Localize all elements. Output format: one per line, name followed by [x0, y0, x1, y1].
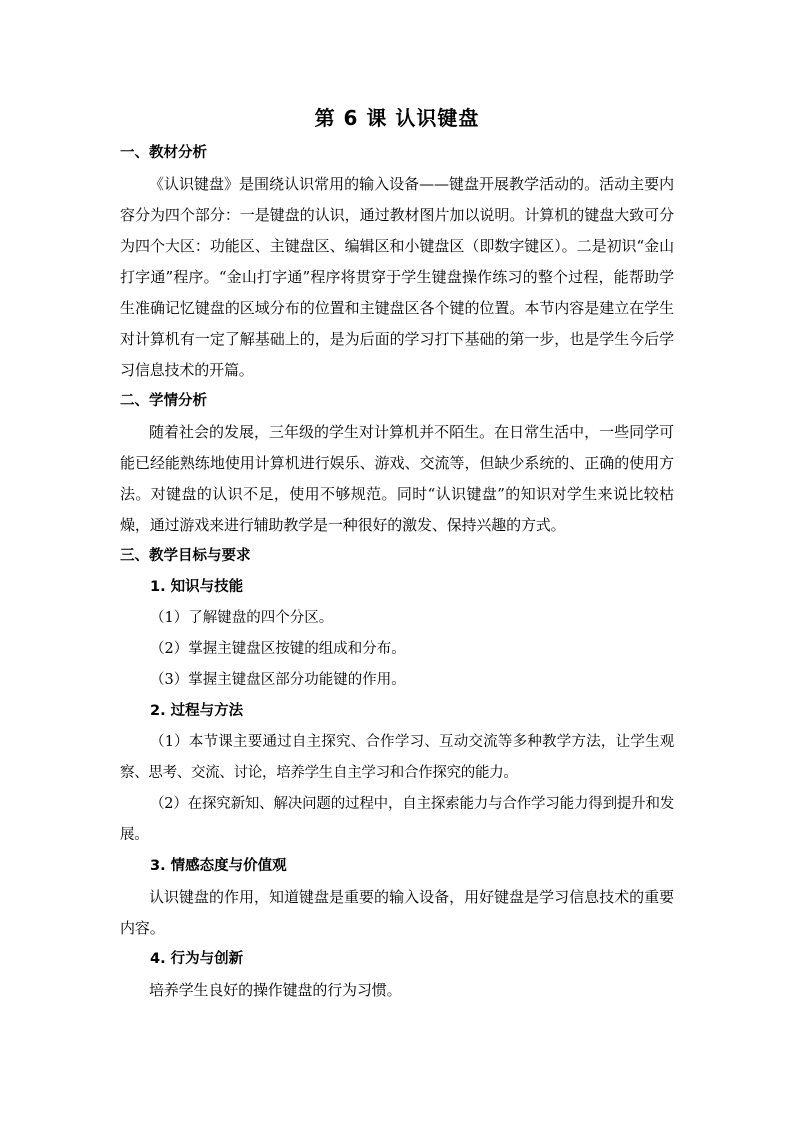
subsection-heading-process-methods: 2. 过程与方法: [150, 703, 244, 719]
page-title: 第 6 课 认识键盘: [314, 106, 480, 130]
subsection-heading-knowledge-skills: 1. 知识与技能: [150, 579, 244, 595]
section-paragraph-student-analysis: 随着社会的发展，三年级的学生对计算机并不陌生。在日常生活中，一些同学可能已经能熟练地使用计算机进行娱乐、游戏、交流等，但缺少系统的、正确的使用方法。对键盘的认识不足，使用不够规范。同时“认识键盘”的知识对学生来说比较枯燥，通过游戏来进行辅助教学是一种很好的激发、保持兴趣的方式。: [120, 423, 674, 534]
subsection-paragraph: 认识键盘的作用，知道键盘是重要的输入设备，用好键盘是学习信息技术的重要内容。: [120, 888, 674, 937]
subsection-paragraph: （1）本节课主要通过自主探究、合作学习、互动交流等多种教学方法，让学生观察、思考、交流、讨论，培养学生自主学习和合作探究的能力。: [120, 734, 674, 781]
section-heading-student-analysis: 二、学情分析: [120, 393, 207, 409]
list-item: （2）掌握主键盘区按键的组成和分布。: [150, 641, 406, 657]
list-item: （1）了解键盘的四个分区。: [150, 610, 334, 626]
subsection-heading-behavior-innovation: 4. 行为与创新: [150, 951, 244, 967]
subsection-paragraph: 培养学生良好的操作键盘的行为习惯。: [149, 981, 402, 999]
section-heading-textbook-analysis: 一、教材分析: [120, 145, 207, 161]
subsection-paragraph: （2）在探究新知、解决问题的过程中，自主探索能力与合作学习能力得到提升和发展。: [120, 796, 674, 843]
section-paragraph-textbook-analysis: 《认识键盘》是围绕认识常用的输入设备——键盘开展教学活动的。活动主要内容分为四个部分：一是键盘的认识，通过教材图片加以说明。计算机的键盘大致可分为四个大区：功能区、主键盘区、编辑区和小键盘区（即数字键区）。二是初识“金山打字通”程序。“金山打字通”程序将贯穿于学生键盘操作练习的整个过程，能帮助学生准确记忆键盘的区域分布的位置和主键盘区各个键的位置。本节内容是建立在学生对计算机有一定了解基础上的，是为后面的学习打下基础的第一步，也是学生今后学习信息技术的开篇。: [120, 175, 674, 379]
subsection-heading-attitudes-values: 3. 情感态度与价值观: [150, 858, 287, 874]
document-body: [120, 138, 674, 1006]
list-item: （3）掌握主键盘区部分功能键的作用。: [150, 672, 406, 688]
section-heading-teaching-objectives: 三、教学目标与要求: [120, 548, 251, 564]
